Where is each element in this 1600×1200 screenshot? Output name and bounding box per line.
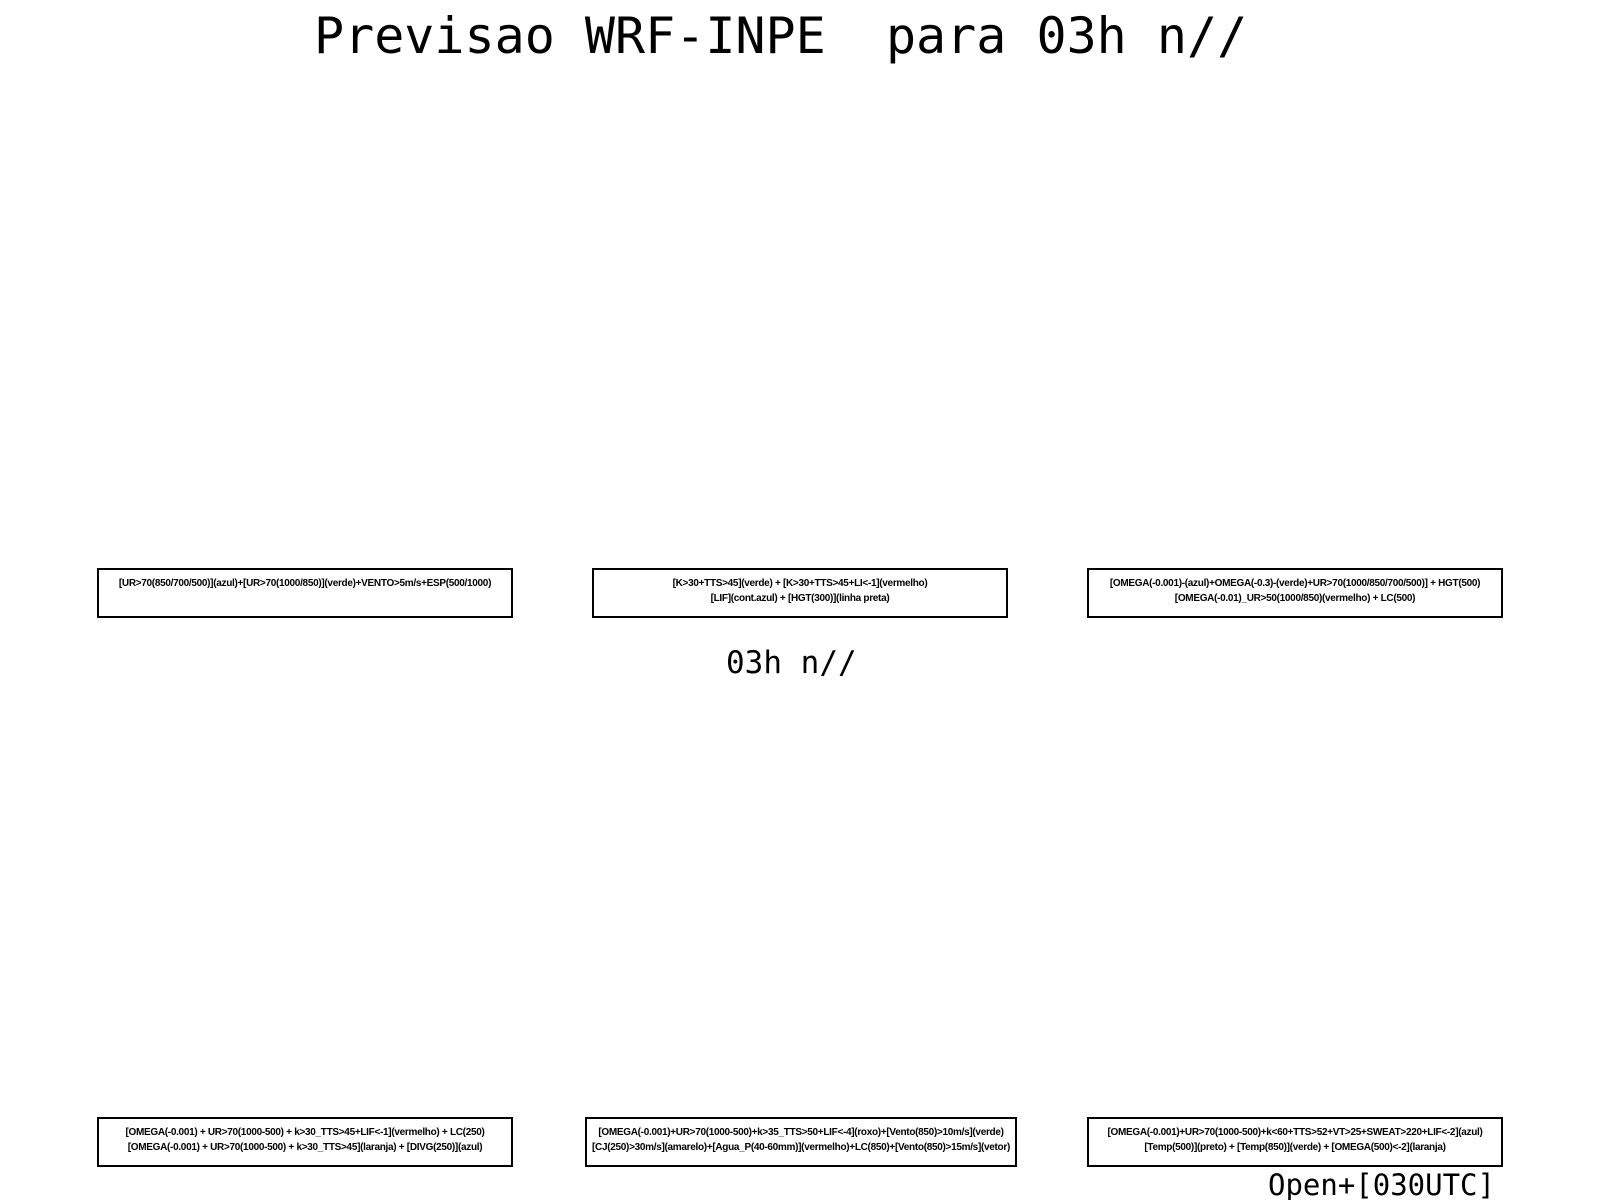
legend-line: [K>30+TTS>45](verde) + [K>30+TTS>45+LI<-1](vermelho) bbox=[672, 578, 928, 589]
cycle-open-label: Open+[030UTC] bbox=[1268, 1168, 1495, 1200]
legend-box-top-left bbox=[97, 568, 513, 618]
legend-box-bottom-right bbox=[1087, 1117, 1503, 1167]
legend-line: [OMEGA(-0.01)_UR>50(1000/850)(vermelho) + LC(500) bbox=[1174, 593, 1416, 604]
page-title: Previsao WRF-INPE para 03h n// bbox=[314, 7, 1248, 65]
legend-line: [OMEGA(-0.001) + UR>70(1000-500) + k>30_TTS>45+LIF<-1](vermelho) + LC(250) bbox=[125, 1127, 485, 1138]
legend-box-top-middle bbox=[592, 568, 1008, 618]
legend-box-bottom-middle bbox=[585, 1117, 1017, 1167]
legend-line: [OMEGA(-0.001)+UR>70(1000-500)+k>35_TTS>50+LIF<-4](roxo)+[Vento(850)>10m/s](verde) bbox=[598, 1127, 1004, 1138]
legend-line: [UR>70(850/700/500)](azul)+[UR>70(1000/850)](verde)+VENTO>5m/s+ESP(500/1000) bbox=[118, 578, 492, 589]
legend-box-top-right bbox=[1087, 568, 1503, 618]
legend-line: [OMEGA(-0.001)+UR>70(1000-500)+k<60+TTS>52+VT>25+SWEAT>220+LIF<-2](azul) bbox=[1107, 1127, 1483, 1138]
legend-line: [Temp(500)](preto) + [Temp(850)](verde) + [OMEGA(500)<-2](laranja) bbox=[1144, 1142, 1446, 1153]
forecast-hour-label: 03h n// bbox=[726, 645, 857, 681]
legend-box-bottom-left bbox=[97, 1117, 513, 1167]
legend-line: [OMEGA(-0.001)-(azul)+OMEGA(-0.3)-(verde)+UR>70(1000/850/700/500)] + HGT(500) bbox=[1109, 578, 1481, 589]
legend-line: [CJ(250)>30m/s](amarelo)+[Agua_P(40-60mm)](vermelho)+LC(850)+[Vento(850)>15m/s](vetor) bbox=[592, 1142, 1010, 1153]
legend-line: [OMEGA(-0.001) + UR>70(1000-500) + k>30_TTS>45](laranja) + [DIVG(250)](azul) bbox=[127, 1142, 483, 1153]
legend-line: [LIF](cont.azul) + [HGT(300)](linha preta) bbox=[710, 593, 890, 604]
